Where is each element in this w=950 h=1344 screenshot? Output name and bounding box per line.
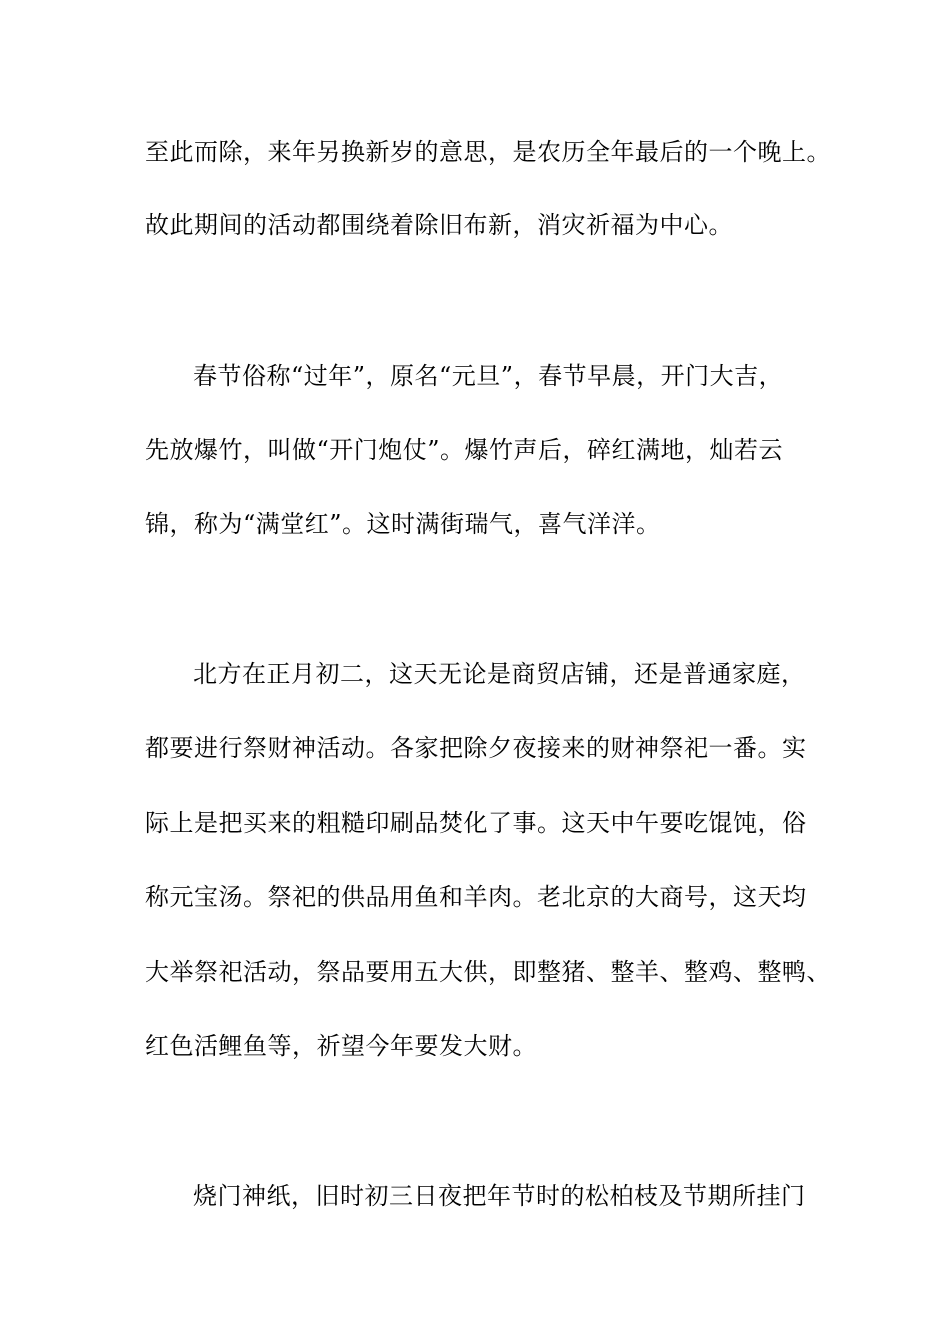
paragraph-1-line-1: 至此而除，来年另换新岁的意思，是农历全年最后的一个晚上。 [145,138,831,166]
paragraph-2-line-3: 锦，称为“满堂红”。这时满街瑞气，喜气洋洋。 [145,510,661,538]
paragraph-3-line-1: 北方在正月初二，这天无论是商贸店铺，还是普通家庭， [193,660,806,688]
paragraph-3-line-4: 称元宝汤。祭祀的供品用鱼和羊肉。老北京的大商号，这天均 [145,883,807,911]
paragraph-4-line-1: 烧门神纸，旧时初三日夜把年节时的松柏枝及节期所挂门 [193,1182,806,1210]
paragraph-3-line-3: 际上是把买来的粗糙印刷品焚化了事。这天中午要吃馄饨，俗 [145,809,807,837]
paragraph-3-line-5: 大举祭祀活动，祭品要用五大供，即整猪、整羊、整鸡、整鸭、 [145,958,831,986]
paragraph-2-line-1: 春节俗称“过年”，原名“元旦”，春节早晨，开门大吉， [193,362,784,390]
paragraph-3-line-6: 红色活鲤鱼等，祈望今年要发大财。 [145,1032,537,1060]
paragraph-3-line-2: 都要进行祭财神活动。各家把除夕夜接来的财神祭祀一番。实 [145,734,807,762]
paragraph-2-line-2: 先放爆竹，叫做“开门炮仗”。爆竹声后，碎红满地，灿若云 [145,436,784,464]
paragraph-1-line-2: 故此期间的活动都围绕着除旧布新，消灾祈福为中心。 [145,211,733,239]
